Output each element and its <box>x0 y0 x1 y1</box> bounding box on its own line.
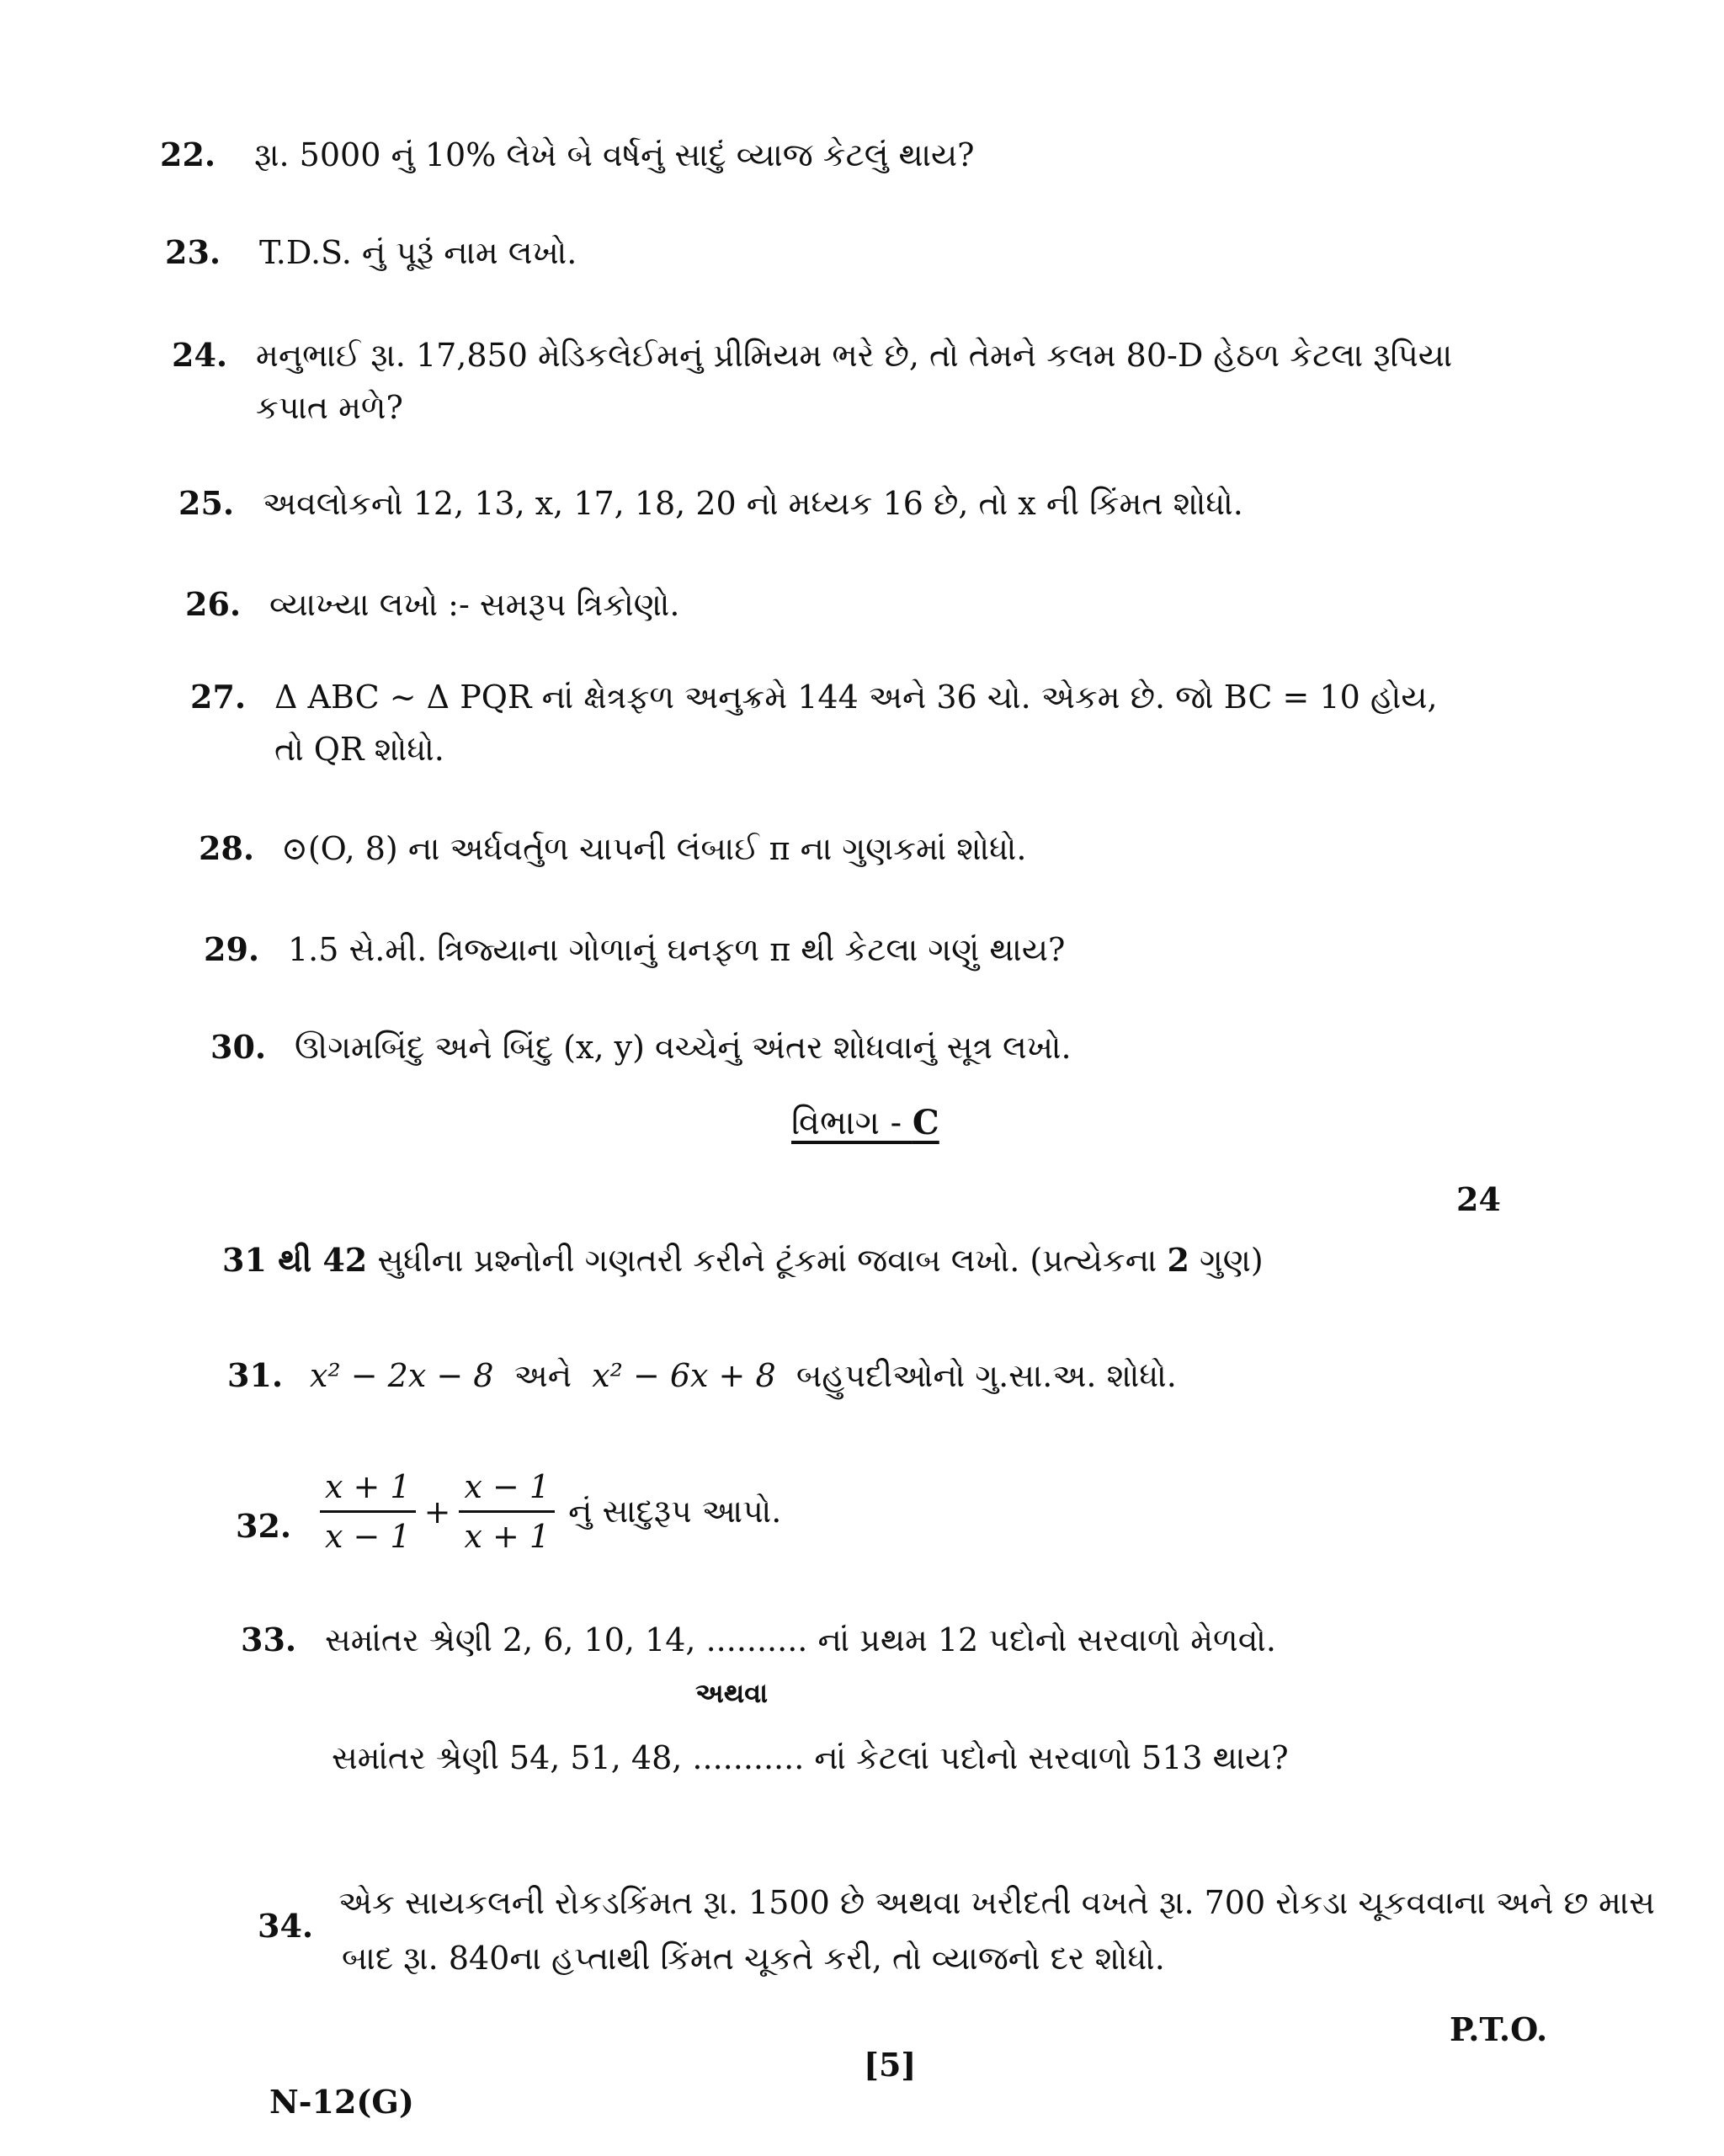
question-number: 27. <box>190 678 247 716</box>
question-text: સમાંતર શ્રેણી 2, 6, 10, 14, .......... નાં પ્રથમ 12 પદોનો સરવાળો મેળવો. <box>325 1621 1276 1658</box>
or-separator: અથવા <box>695 1677 769 1709</box>
instruction-range: 31 થી 42 <box>222 1241 368 1279</box>
question-text: 1.5 સે.મી. ત્રિજ્યાના ગોળાનું ઘનફળ π થી કેટલા ગણું થાય? <box>288 931 1066 968</box>
instruction-text: સુધીના પ્રશ્નોની ગણતરી કરીને ટૂંકમાં જવાબ લખો. (પ્રત્યેકના <box>367 1242 1168 1279</box>
section-instruction <box>222 1241 1264 1280</box>
section-heading-label: વિભાગ - <box>791 1104 913 1142</box>
question-text <box>310 1340 1177 1411</box>
question-text: ⊙(O, 8) ના અર્ધવર્તુળ ચાપની લંબાઈ π ના ગુણકમાં શોધો. <box>281 830 1027 867</box>
question-tail: નું સાદુરૂપ આપો. <box>568 1493 782 1530</box>
question-text-line1: એક સાયકલની રોકડકિંમત રૂા. 1500 છે અથવા ખરીદતી વખતે રૂા. 700 રોકડા ચૂકવવાના અને છ માસ <box>338 1884 1655 1921</box>
question-number: 26. <box>185 585 242 623</box>
question-number: 32. <box>236 1507 292 1545</box>
fraction-2 <box>459 1463 555 1560</box>
section-marks: 24 <box>1456 1180 1501 1218</box>
question-number: 28. <box>199 829 255 867</box>
question-text: ઊગમબિંદુ અને બિંદુ (x, y) વચ્ચેનું અંતર શોધવાનું સૂત્ર લખો. <box>295 1029 1072 1066</box>
question-text: T.D.S. નું પૂરૂં નામ લખો. <box>259 234 577 271</box>
fraction-2-denominator: x + 1 <box>464 1518 551 1555</box>
question-number: 31. <box>227 1356 284 1394</box>
paper-code: N-12(G) <box>269 2083 414 2121</box>
fraction-expression <box>315 1463 781 1560</box>
question-number: 29. <box>204 930 260 968</box>
fraction-2-numerator: x − 1 <box>459 1463 555 1513</box>
question-number: 22. <box>160 136 216 173</box>
question-text-line1: મનુભાઈ રૂા. 17,850 મેડિકલેઈમનું પ્રીમિયમ ભરે છે, તો તેમને કલમ 80-D હેઠળ કેટલા રૂપિયા <box>256 337 1453 374</box>
polynomial-2: x² − 6x + 8 <box>592 1357 776 1394</box>
question-text-line1: Δ ABC ~ Δ PQR નાં ક્ષેત્રફળ અનુક્રમે 144 અને 36 ચો. એકમ છે. જો BC = 10 હોય, <box>274 679 1438 716</box>
question-number: 23. <box>165 233 221 271</box>
question-tail: બહુપદીઓનો ગુ.સા.અ. શોધો. <box>795 1357 1177 1394</box>
fraction-1 <box>320 1463 416 1560</box>
polynomial-1: x² − 2x − 8 <box>310 1357 494 1394</box>
page-number: [5] <box>864 2046 917 2084</box>
fraction-1-denominator: x − 1 <box>325 1518 411 1555</box>
question-number: 33. <box>241 1621 297 1658</box>
question-text: વ્યાખ્યા લખો :- સમરૂપ ત્રિકોણો. <box>269 586 680 623</box>
question-number: 30. <box>210 1028 267 1066</box>
instruction-marks: 2 <box>1167 1241 1189 1279</box>
section-heading <box>791 1103 939 1142</box>
question-text: રૂા. 5000 નું 10% લેખે બે વર્ષનું સાદું વ્યાજ કેટલું થાય? <box>254 136 975 173</box>
fraction-1-numerator: x + 1 <box>320 1463 416 1513</box>
question-text-line2: કપાત મળે? <box>256 389 403 426</box>
pto-label: P.T.O. <box>1450 2010 1548 2048</box>
question-33-alternative: સમાંતર શ્રેણી 54, 51, 48, ........... નાં કેટલાં પદોનો સરવાળો 513 થાય? <box>332 1739 1289 1776</box>
question-text-line2: બાદ રૂા. 840ના હપ્તાથી કિંમત ચૂકતે કરી, તો વ્યાજનો દર શોધો. <box>342 1940 1165 1977</box>
question-number: 24. <box>172 336 228 374</box>
plus-sign: + <box>423 1493 451 1530</box>
question-text: અવલોકનો 12, 13, x, 17, 18, 20 નો મધ્યક 16 છે, તો x ની કિંમત શોધો. <box>263 485 1243 522</box>
question-text-line2: તો QR શોધો. <box>274 731 444 768</box>
and-word: અને <box>513 1357 572 1394</box>
instruction-tail: ગુણ) <box>1189 1242 1264 1279</box>
question-number: 25. <box>178 484 235 522</box>
section-heading-letter: C <box>912 1103 939 1142</box>
question-number: 34. <box>258 1907 314 1945</box>
